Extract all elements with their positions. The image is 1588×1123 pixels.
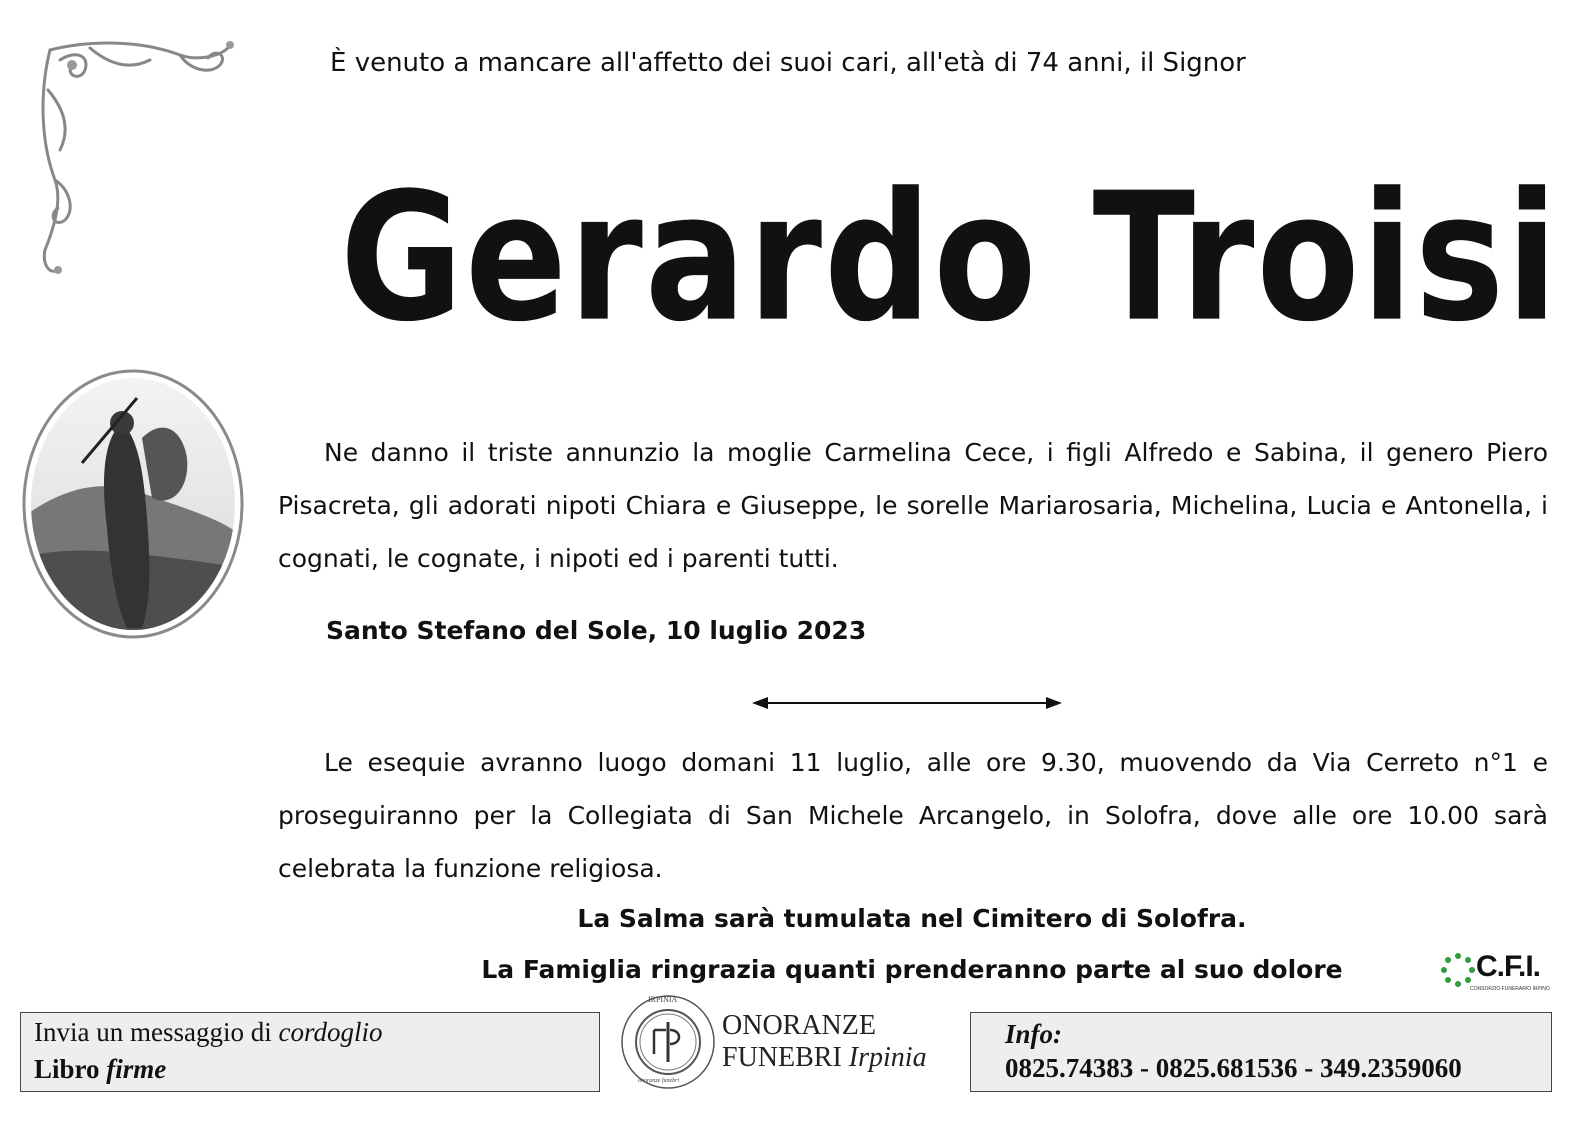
funeral-paragraph: Le esequie avranno luogo domani 11 luglio, alle ore 9.30, muovendo da Via Cerreto n°1 e proseguiranno per la Collegiata di San Michele Arcangelo, in Solofra, dove alle ore 10.00 sarà celebrata la funzione religiosa. bbox=[278, 748, 1548, 883]
condolence-box[interactable] bbox=[20, 1012, 600, 1092]
info-label: Info: bbox=[1005, 1019, 1063, 1049]
agency-name bbox=[722, 1010, 927, 1074]
agency-seal-logo bbox=[618, 992, 718, 1092]
cfi-logo bbox=[1440, 948, 1550, 998]
agency-name-line1: ONORANZE bbox=[722, 1010, 876, 1041]
cfi-logo-text: C.F.I. bbox=[1476, 950, 1541, 983]
send-message-label: Invia un messaggio di bbox=[34, 1017, 279, 1047]
thanks-text: La Famiglia ringrazia quanti prenderanno parte al suo dolore bbox=[481, 955, 1343, 984]
place-date: Santo Stefano del Sole, 10 luglio 2023 bbox=[326, 616, 867, 645]
agency-name-line2 bbox=[722, 1042, 927, 1074]
guestbook-link[interactable] bbox=[34, 1054, 166, 1085]
agency-name-line2-prefix: FUNEBRI bbox=[722, 1042, 849, 1073]
cfi-logo-subtitle: CONSORZIO FUNERARIO IRPINO bbox=[1470, 986, 1550, 992]
portrait-image bbox=[22, 368, 244, 640]
info-box bbox=[970, 1012, 1552, 1092]
guestbook-label: Libro bbox=[34, 1054, 107, 1084]
phone-numbers[interactable]: 0825.74383 - 0825.681536 - 349.2359060 bbox=[1005, 1053, 1462, 1083]
seal-bottom-text: onoranze funebri bbox=[638, 1078, 680, 1084]
intro-text: È venuto a mancare all'affetto dei suoi cari, all'età di 74 anni, il Signor bbox=[330, 48, 1246, 78]
agency-name-line2-italic: Irpinia bbox=[848, 1042, 927, 1073]
cfi-dots-icon bbox=[1440, 952, 1476, 988]
announcement-paragraph: Ne danno il triste annunzio la moglie Carmelina Cece, i figli Alfredo e Sabina, il genero Piero Pisacreta, gli adorati nipoti Chiara e Giuseppe, le sorelle Mariarosaria, Michelina, Lucia e Antonella, i cognati, le cognate, i nipoti ed i parenti tutti. bbox=[278, 438, 1548, 573]
burial-text: La Salma sarà tumulata nel Cimitero di Solofra. bbox=[577, 904, 1247, 933]
seal-top-text: IRPINIA bbox=[648, 995, 678, 1004]
corner-ornament bbox=[30, 30, 245, 285]
guestbook-italic: firme bbox=[106, 1054, 167, 1084]
send-message-link[interactable] bbox=[34, 1017, 382, 1048]
deceased-name: Gerardo Troisi bbox=[340, 155, 1560, 362]
send-message-italic: cordoglio bbox=[278, 1017, 383, 1047]
double-arrow-divider bbox=[752, 692, 1062, 714]
